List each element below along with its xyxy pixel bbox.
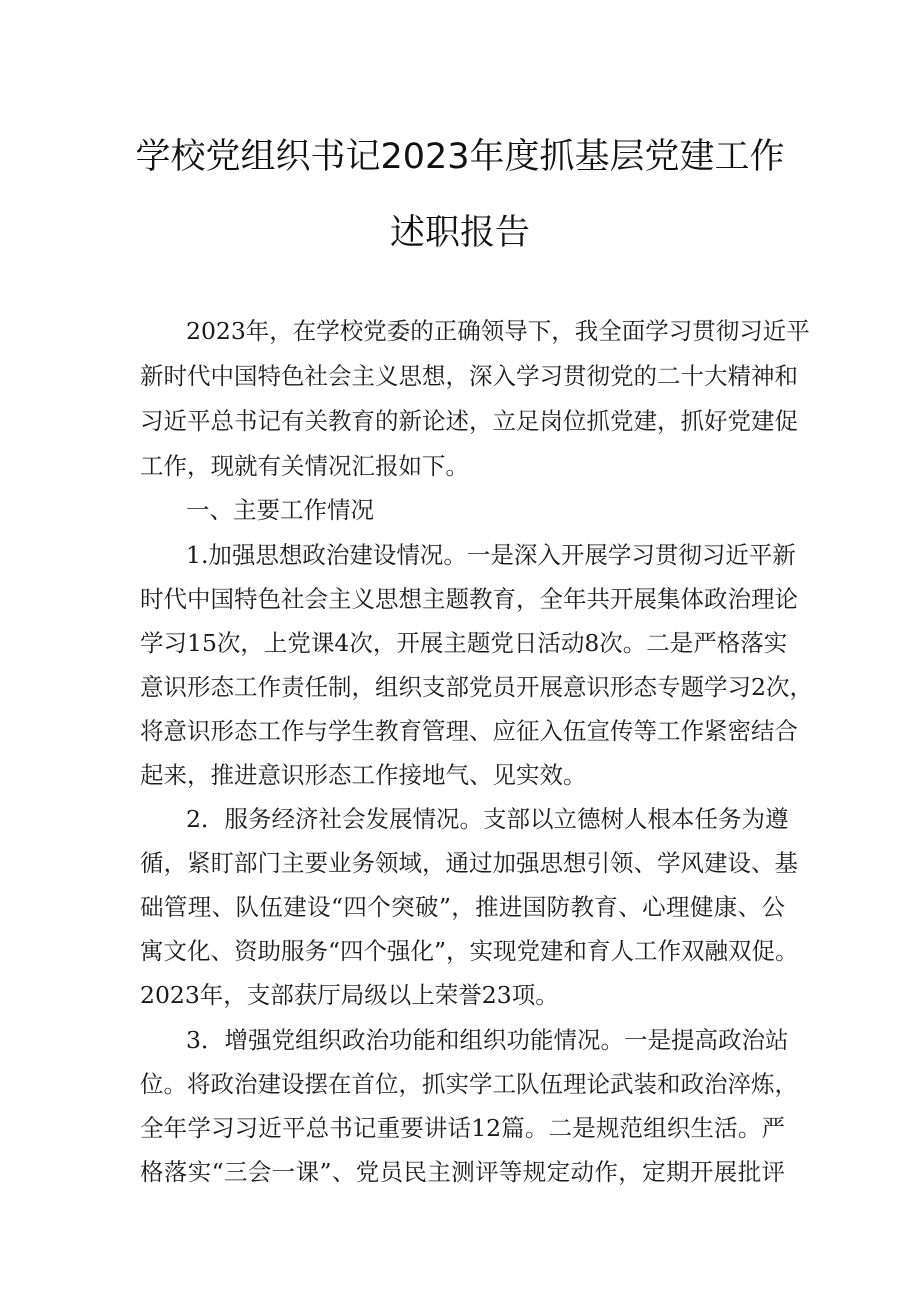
paragraph-line: 工作，现就有关情况汇报如下。 (140, 452, 469, 480)
paragraph-line: 寓文化、资助服务“四个强化”，实现党建和育人工作双融双促。 (140, 937, 799, 965)
paragraph-line: 2023年，支部获厅局级以上荣誉23项。 (140, 981, 559, 1009)
paragraph-line: 时代中国特色社会主义思想主题教育，全年共开展集体政治理论 (140, 585, 798, 613)
document-title-line-2: 述职报告 (389, 213, 530, 253)
paragraph-line: 位。将政治建设摆在首位，抓实学工队伍理论武装和政治淬炼， (140, 1070, 798, 1098)
section-heading: 一、主要工作情况 (186, 496, 374, 524)
paragraph-line: 新时代中国特色社会主义思想，深入学习贯彻党的二十大精神和 (140, 362, 798, 390)
paragraph-line: 2023年，在学校党委的正确领导下，我全面学习贯彻习近平 (186, 317, 810, 345)
paragraph-line: 格落实“三会一课”、党员民主测评等规定动作，定期开展批评 (140, 1158, 785, 1186)
paragraph-line: 础管理、队伍建设“四个突破”，推进国防教育、心理健康、公 (140, 893, 785, 921)
paragraph-line: 1.加强思想政治建设情况。一是深入开展学习贯彻习近平新 (186, 541, 796, 569)
paragraph-line: 意识形态工作责任制，组织支部党员开展意识形态专题学习2次， (140, 673, 813, 701)
document-title-line-1: 学校党组织书记2023年度抓基层党建工作 (135, 137, 785, 177)
paragraph-line: 习近平总书记有关教育的新论述，立足岗位抓党建，抓好党建促 (140, 407, 798, 435)
paragraph-line: 学习15次，上党课4次，开展主题党日活动8次。二是严格落实 (140, 629, 788, 657)
paragraph-line: 起来，推进意识形态工作接地气、见实效。 (140, 761, 587, 789)
paragraph-line: 循，紧盯部门主要业务领域，通过加强思想引领、学风建设、基 (140, 849, 798, 877)
paragraph-line: 全年学习习近平总书记重要讲话12篇。二是规范组织生活。严 (140, 1114, 785, 1142)
paragraph-line: 2．服务经济社会发展情况。支部以立德树人根本任务为遵 (186, 805, 789, 833)
paragraph-line: 3．增强党组织政治功能和组织功能情况。一是提高政治站 (186, 1026, 789, 1054)
paragraph-line: 将意识形态工作与学生教育管理、应征入伍宣传等工作紧密结合 (140, 717, 798, 745)
